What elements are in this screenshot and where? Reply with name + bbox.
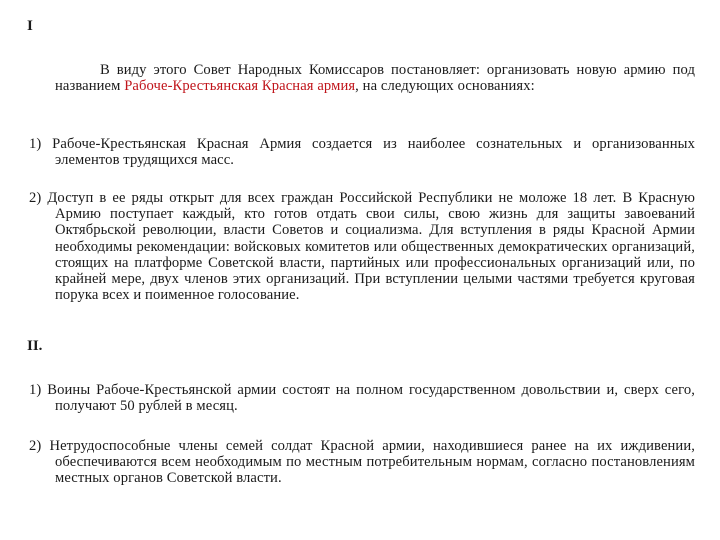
item-text: Нетрудоспособные члены семей солдат Красной армии, находившиеся ранее на их иждивении, обеспечиваются всем необходимым по местным потребительным нормам, согласно постановлениям местных органов Советской власти. [49,438,695,487]
decree-intro-lead: В виду этого Совет Народных Комиссаров постановляет: организовать новую армию под названием [55,62,695,95]
section-one-item-2 [27,190,695,303]
decree-intro-tail: , на следующих основаниях: [355,78,535,95]
item-number: 1) [29,382,42,398]
item-text: Доступ в ее ряды открыт для всех граждан Российской Республики не моложе 18 лет. В Красную Армию поступает каждый, кто готов отдать свои силы, свою жизнь для защиты завоеваний Октябрьской революции, власти Советов и социализма. Для вступления в ряды Красной Армии необходимы рекомендации: войсковых комитетов или общественных демократических организаций, стоящих на платформе Советской власти, партийных или профессиональных организаций или, по крайней мере, двух членов этих организаций. При вступлении целыми частями требуется круговая порука всех и поименное голосование. [47,190,695,304]
section-one-item-1 [27,136,695,168]
section-two-item-2 [27,438,695,487]
decree-intro [55,62,695,94]
section-two-heading: II. [27,338,43,354]
item-number: 2) [29,190,42,206]
army-name-highlight: Рабоче-Крестьянская Красная армия [124,78,356,95]
item-text: Рабоче-Крестьянская Красная Армия создается из наиболее сознательных и организованных элементов трудящихся масс. [52,136,695,169]
item-number: 1) [29,136,42,152]
item-text: Воины Рабоче-Крестьянской армии состоят на полном государственном довольствии и, сверх сего, получают 50 рублей в месяц. [47,382,695,415]
item-number: 2) [29,438,42,454]
section-two-item-1 [27,382,695,414]
section-one-heading: I [27,18,33,34]
